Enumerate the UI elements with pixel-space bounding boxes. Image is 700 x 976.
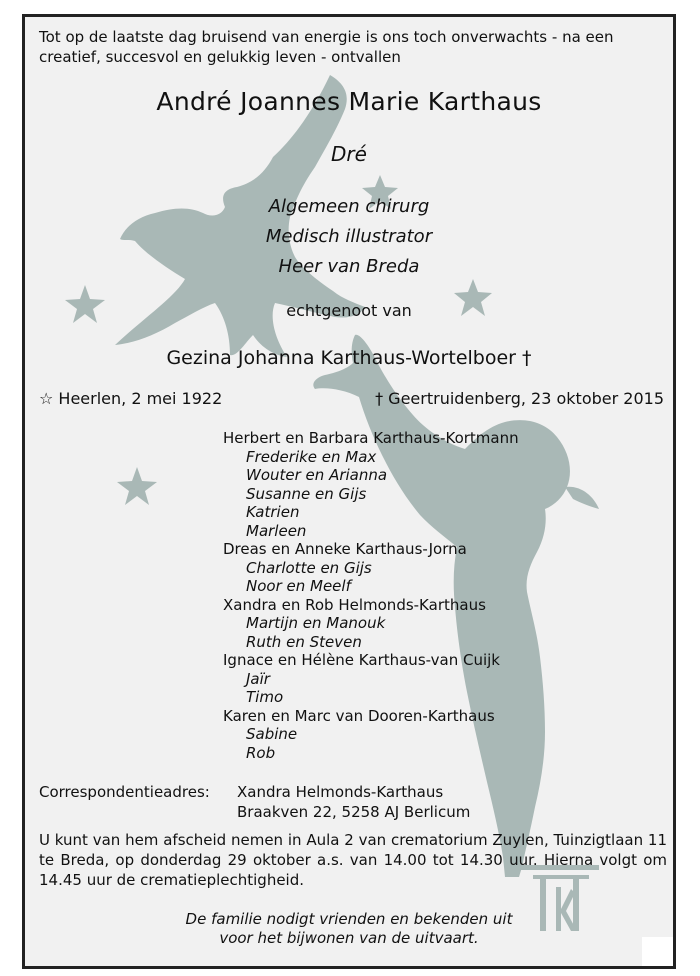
memorial-card (22, 14, 676, 969)
correspondence-address: Braakven 22, 5258 AJ Berlicum (237, 803, 471, 821)
family-child: Marleen (246, 521, 307, 540)
family-parent: Ignace en Hélène Karthaus-van Cuijk (223, 651, 500, 669)
farewell-text: U kunt van hem afscheid nemen in Aula 2 van crematorium Zuylen, Tuinzigtlaan 11 te Breda, op donderdag 29 oktober a.s. van 14.00 tot 14.30 uur. Hierna volgt om 14.45 uur de crematieplechtigheid. (39, 831, 667, 889)
family-list (223, 429, 519, 762)
correspondence-label: Correspondentieadres: (39, 783, 210, 801)
family-child: Rob (246, 743, 276, 762)
family-parent: Dreas en Anneke Karthaus-Jorna (223, 540, 467, 558)
family-child: Wouter en Arianna (246, 466, 388, 484)
deceased-name: André Joannes Marie Karthaus (156, 87, 542, 116)
death-info: † Geertruidenberg, 23 oktober 2015 (375, 389, 664, 408)
family-parent: Karen en Marc van Dooren-Karthaus (223, 706, 495, 725)
spouse-of-label: echtgenoot van (286, 301, 412, 320)
family-child: Sabine (246, 725, 298, 743)
correspondence-name: Xandra Helmonds-Karthaus (237, 783, 444, 801)
family-child: Katrien (246, 503, 300, 521)
star-icon (117, 467, 157, 505)
family-child: Noor en Meelf (246, 577, 351, 595)
family-child: Ruth en Steven (246, 632, 362, 651)
family-child: Martijn en Manouk (246, 614, 386, 632)
titles (25, 192, 673, 282)
intro-text: Tot op de laatste dag bruisend van energie is ons toch onverwachts - na een creatief, succesvol en gelukkig leven - ontvallen (39, 28, 614, 66)
family-child: Susanne en Gijs (246, 484, 367, 503)
spouse-name: Gezina Johanna Karthaus-Wortelboer † (166, 347, 532, 369)
family-child: Frederike en Max (246, 447, 377, 466)
birth-info: ☆ Heerlen, 2 mei 1922 (39, 389, 223, 408)
family-child: Timo (246, 688, 284, 706)
title-line: Heer van Breda (278, 256, 420, 277)
closing-text (25, 910, 673, 948)
family-parent: Xandra en Rob Helmonds-Karthaus (223, 595, 486, 614)
family-child: Jaïr (246, 669, 270, 688)
closing-line: voor het bijwonen van de uitvaart. (219, 929, 479, 947)
title-line: Algemeen chirurg (268, 196, 430, 217)
closing-line: De familie nodigt vrienden en bekenden uit (185, 910, 513, 928)
corner-patch (642, 937, 676, 969)
nickname: Dré (331, 142, 367, 166)
family-parent: Herbert en Barbara Karthaus-Kortmann (223, 429, 519, 447)
title-line: Medisch illustrator (265, 226, 433, 247)
family-child: Charlotte en Gijs (246, 558, 372, 577)
